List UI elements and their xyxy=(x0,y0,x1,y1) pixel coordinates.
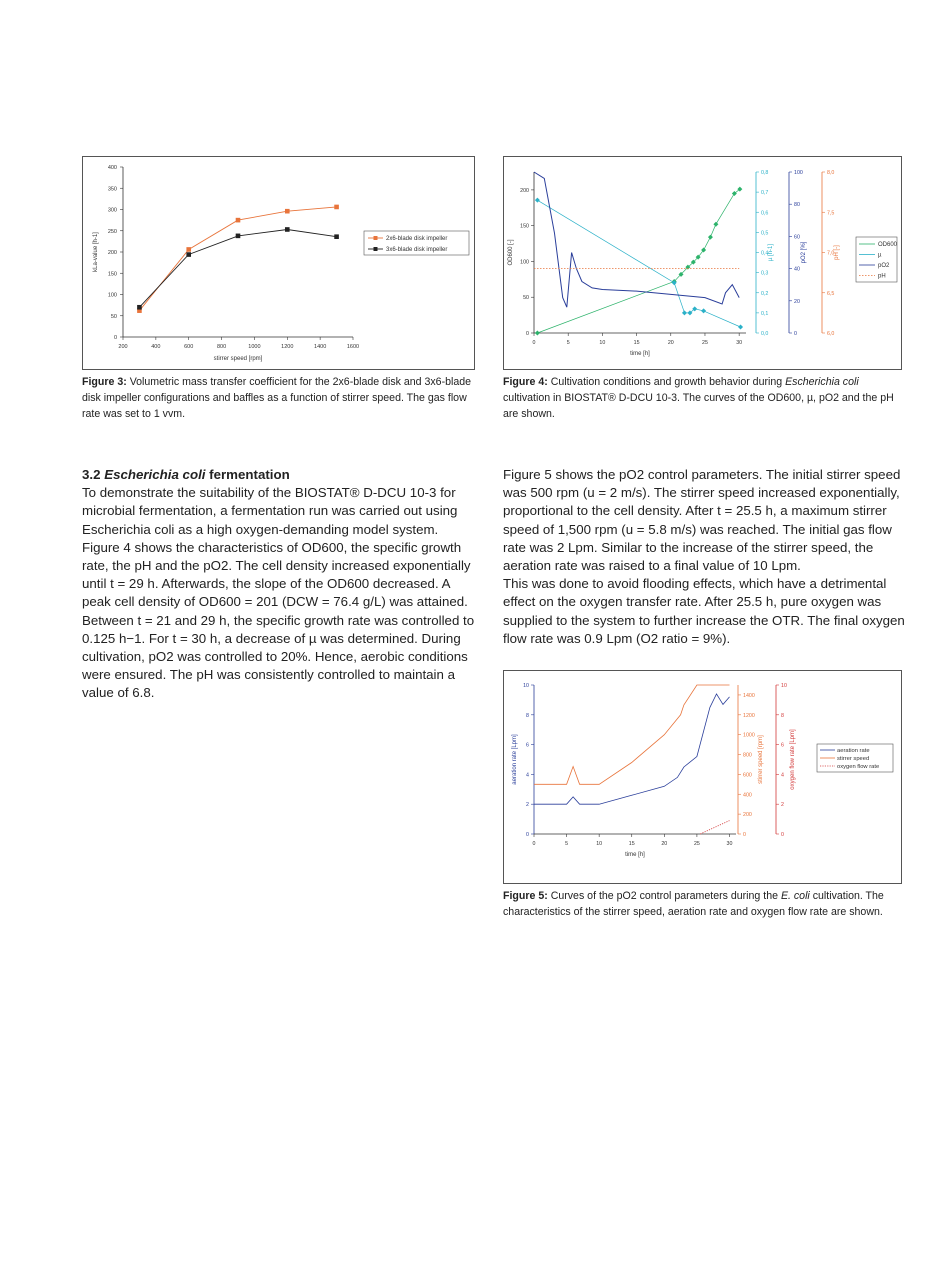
y-tick-label: 50 xyxy=(110,313,117,320)
figure-4-caption-italic: Escherichia coli xyxy=(785,376,859,388)
data-point xyxy=(334,234,339,239)
y-tick-label: 40 xyxy=(794,266,800,273)
x-tick-label: 15 xyxy=(633,340,640,346)
figure-4-caption xyxy=(503,374,903,422)
x-tick-label: 10 xyxy=(599,340,606,346)
y-tick-label: 0,3 xyxy=(761,270,769,277)
x-tick-label: 1400 xyxy=(314,344,327,350)
figure-5-label: Figure 5: xyxy=(503,890,548,902)
series-line xyxy=(139,207,336,311)
y-tick-label: 0 xyxy=(794,331,797,337)
y-tick-label: 300 xyxy=(107,207,117,214)
y-axis-label: µ [h-1] xyxy=(768,243,774,262)
right-paragraph-1: Figure 5 shows the pO2 control parameters. The initial stirrer speed was 500 rpm (u = 2 m/s). The stirrer speed increased exponentially, proportional to the cell density. After t = 25.5 h, a maximum stirrer speed of 1,500 rpm (u = 5.8 m/s) was reached. The initial gas flow rate was 2 Lpm. Similar to the increase of the stirrer speed, the aeration rate was raised to a final value of 10 Lpm. xyxy=(503,467,901,574)
y-tick-label: 100 xyxy=(107,292,117,299)
left-column xyxy=(82,466,477,703)
figure-5-plot xyxy=(504,671,901,883)
y-tick-label: 10 xyxy=(523,683,529,689)
legend-label: stirrer speed xyxy=(837,756,870,762)
x-tick-label: 0 xyxy=(532,340,536,346)
figure-5-caption-italic: E. coli xyxy=(780,890,810,902)
y-tick-label: 200 xyxy=(743,812,752,819)
x-tick-label: 800 xyxy=(216,344,227,350)
data-point xyxy=(535,198,540,203)
y-tick-label: 0,0 xyxy=(761,331,769,337)
figure-4-plot xyxy=(504,157,901,369)
y-tick-label: 60 xyxy=(794,234,800,241)
data-point xyxy=(701,308,706,313)
x-axis-label: time [h] xyxy=(630,351,650,357)
y-tick-label: 200 xyxy=(107,250,117,256)
x-tick-label: 30 xyxy=(726,841,733,847)
y-tick-label: 150 xyxy=(107,271,117,278)
data-point xyxy=(285,227,290,232)
x-tick-label: 1000 xyxy=(248,344,261,350)
x-tick-label: 10 xyxy=(596,841,603,847)
data-point xyxy=(708,235,713,240)
y-tick-label: 0,6 xyxy=(761,210,769,217)
legend-label: OD600 xyxy=(878,242,898,248)
legend-label: 3x6-blade disk impeller xyxy=(386,247,448,253)
section-title-italic: Escherichia coli xyxy=(104,467,206,482)
y-tick-label: 8,0 xyxy=(827,170,835,176)
figure-3-label: Figure 3: xyxy=(82,376,127,388)
y-tick-label: 1000 xyxy=(743,732,755,739)
y-tick-label: 400 xyxy=(107,165,117,171)
x-axis-label: stirrer speed [rpm] xyxy=(213,356,263,362)
y-tick-label: 0 xyxy=(781,832,784,838)
data-point xyxy=(137,305,142,310)
y-tick-label: 2 xyxy=(526,802,529,809)
data-point xyxy=(186,252,191,257)
y-axis-label: pH [-] xyxy=(834,245,840,260)
y-axis-label: aeration rate [Lpm] xyxy=(512,734,518,785)
y-tick-label: 8 xyxy=(526,712,529,719)
data-point xyxy=(682,310,687,315)
y-tick-label: 0 xyxy=(526,832,529,838)
x-tick-label: 200 xyxy=(118,344,128,350)
figure-3-caption xyxy=(82,374,477,422)
y-tick-label: 350 xyxy=(107,186,117,193)
series-line xyxy=(534,172,739,307)
y-tick-label: 50 xyxy=(523,295,529,302)
x-tick-label: 600 xyxy=(184,344,194,350)
figure-5-caption-post: cultivation. The characteristics of the stirrer speed, aeration rate and oxygen flow rate are shown. xyxy=(503,890,884,918)
y-tick-label: 0,8 xyxy=(761,170,769,176)
x-tick-label: 1600 xyxy=(346,344,360,350)
section-number: 3.2 xyxy=(82,467,101,482)
y-tick-label: 7,0 xyxy=(827,250,835,257)
y-tick-label: 0,1 xyxy=(761,310,769,317)
y-tick-label: 0,4 xyxy=(761,250,769,257)
right-paragraph-2: This was done to avoid flooding effects, which have a detrimental effect on the oxygen transfer rate. After 25.5 h, pure oxygen was supplied to the system to further increase the OTR. The final oxygen flow rate was 0.9 Lpm (O2 ratio = 9%). xyxy=(503,576,905,646)
y-tick-label: 0,5 xyxy=(761,230,769,237)
data-point xyxy=(713,222,718,227)
y-tick-label: 1400 xyxy=(743,692,755,699)
y-tick-label: 2 xyxy=(781,802,784,809)
y-axis-label: kLa-value [h-1] xyxy=(93,232,99,272)
figure-3-chart xyxy=(82,156,475,370)
y-tick-label: 0 xyxy=(743,832,746,838)
y-axis-label: pO2 [%] xyxy=(801,241,807,264)
y-tick-label: 4 xyxy=(526,772,529,779)
data-point xyxy=(334,205,339,210)
figure-4-caption-post: cultivation in BIOSTAT® D-DCU 10-3. The curves of the OD600, µ, pO2 and the pH are shown. xyxy=(503,392,894,420)
x-tick-label: 25 xyxy=(693,841,700,847)
x-tick-label: 20 xyxy=(667,340,674,346)
y-tick-label: 0 xyxy=(526,331,529,337)
y-axis-label: stirrer speed [rpm] xyxy=(758,735,764,784)
data-point xyxy=(535,331,540,336)
y-tick-label: 100 xyxy=(520,259,529,266)
y-tick-label: 0,2 xyxy=(761,290,769,297)
legend-label: 2x6-blade disk impeller xyxy=(386,236,448,242)
x-tick-label: 25 xyxy=(702,340,708,346)
data-point xyxy=(236,234,241,239)
legend-label: oxygen flow rate xyxy=(837,764,880,770)
x-tick-label: 20 xyxy=(661,841,668,847)
x-tick-label: 15 xyxy=(628,841,635,847)
series-line xyxy=(534,694,730,804)
figure-5-caption-pre: Curves of the pO2 control parameters during the xyxy=(550,890,781,902)
y-tick-label: 6,5 xyxy=(827,290,835,297)
y-tick-label: 80 xyxy=(794,202,800,209)
data-point xyxy=(236,218,241,223)
series-line xyxy=(700,821,729,834)
data-point xyxy=(285,209,290,214)
y-tick-label: 7,5 xyxy=(827,210,835,217)
y-tick-label: 200 xyxy=(520,187,529,194)
figure-3-plot xyxy=(83,157,474,369)
legend-marker xyxy=(374,236,378,240)
figure-3-caption-text: Volumetric mass transfer coefficient for the 2x6-blade disk and 3x6-blade disk impeller configurations and baffles as a function of stirrer speed. The gas flow rate was set to 1 vvm. xyxy=(82,376,472,420)
right-column xyxy=(503,466,908,648)
y-tick-label: 250 xyxy=(107,228,117,235)
y-tick-label: 800 xyxy=(743,752,752,759)
figure-4-chart xyxy=(503,156,902,370)
y-tick-label: 8 xyxy=(781,712,784,719)
data-point xyxy=(738,324,743,329)
left-paragraph: To demonstrate the suitability of the BIOSTAT® D-DCU 10-3 for microbial fermentation, a fermentation run was carried out using Escherichia coli as a high oxygen-demanding model system. Figure 4 shows the characteristics of OD600, the specific growth rate, the pH and the pO2. The cell density increased exponentially until t = 29 h. Afterwards, the slope of the OD600 decreased. A peak cell density of OD600 = 201 (DCW = 76.4 g/L) was attained. Between t = 21 and 29 h, the specific growth rate was controlled to 0.125 h−1. For t = 30 h, a decrease of µ was determined. During cultivation, pO2 was controlled to 20%. Hence, aerobic conditions were ensured. The pH was consistently controlled to maintain a value of 6.8. xyxy=(82,485,475,701)
y-tick-label: 10 xyxy=(781,683,787,689)
series-line xyxy=(537,200,740,327)
section-title-rest: fermentation xyxy=(209,467,290,482)
y-tick-label: 20 xyxy=(794,298,800,305)
y-tick-label: 1200 xyxy=(743,712,755,719)
legend-label: pO2 xyxy=(878,263,890,269)
figure-5-chart xyxy=(503,670,902,884)
y-tick-label: 6 xyxy=(781,742,784,749)
y-tick-label: 0,7 xyxy=(761,190,769,197)
x-tick-label: 400 xyxy=(151,344,161,350)
figure-4-label: Figure 4: xyxy=(503,376,548,388)
y-tick-label: 0 xyxy=(113,335,117,341)
legend-label: aeration rate xyxy=(837,748,870,754)
y-tick-label: 400 xyxy=(743,792,752,799)
y-axis-label: OD600 [-] xyxy=(508,239,514,266)
x-tick-label: 0 xyxy=(532,841,536,847)
section-heading xyxy=(82,466,477,484)
figure-4-caption-pre: Cultivation conditions and growth behavior during xyxy=(550,376,786,388)
y-tick-label: 100 xyxy=(794,170,803,176)
data-point xyxy=(186,247,191,252)
y-tick-label: 600 xyxy=(743,772,752,779)
x-tick-label: 5 xyxy=(566,340,570,346)
x-axis-label: time [h] xyxy=(625,852,645,858)
y-tick-label: 6 xyxy=(526,742,529,749)
series-line xyxy=(139,230,336,308)
x-tick-label: 30 xyxy=(736,340,743,346)
legend-marker xyxy=(374,247,378,251)
x-tick-label: 1200 xyxy=(281,344,294,350)
legend-label: pH xyxy=(878,273,886,280)
x-tick-label: 5 xyxy=(565,841,569,847)
y-tick-label: 4 xyxy=(781,772,784,779)
legend-label: µ xyxy=(878,252,882,259)
y-tick-label: 150 xyxy=(520,223,529,230)
y-tick-label: 6,0 xyxy=(827,331,835,337)
y-axis-label: oxygen flow rate [Lpm] xyxy=(790,729,796,790)
series-line xyxy=(534,685,730,784)
figure-5-caption xyxy=(503,888,903,920)
